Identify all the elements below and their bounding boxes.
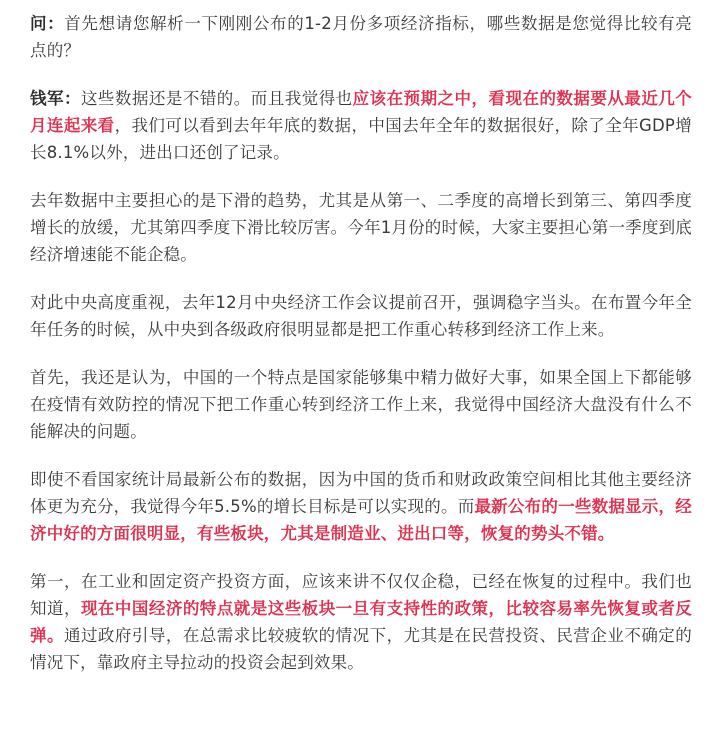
highlight-text: 应该在预期之中，看现在的数据要从最近几个月连起来看 (30, 89, 692, 135)
paragraph-text: 即使不看国家统计局最新公布的数据，因为中国的货币和财政政策空间相比其他主要经济体更为充分，我觉得今年5.5%的增长目标是可以实现的。而 (30, 470, 692, 516)
body-paragraph (30, 364, 692, 445)
paragraph-text: 通过政府引导，在总需求比较疲软的情况下，尤其是在民营投资、民营企业不确定的情况下，靠政府主导拉动的投资会起到效果。 (30, 626, 692, 672)
body-paragraph (30, 568, 692, 676)
answer-text-2: ，我们可以看到去年年底的数据，中国去年全年的数据很好，除了全年GDP增长8.1%以外，进出口还创了记录。 (30, 116, 692, 162)
speaker-label-answer: 钱军： (30, 89, 81, 108)
question-paragraph (30, 10, 692, 64)
paragraph-text: 去年数据中主要担心的是下滑的趋势，尤其是从第一、二季度的高增长到第三、第四季度增长的放缓，尤其第四季度下滑比较厉害。今年1月份的时候，大家主要担心第一季度到底经济增速能不能企稳。 (30, 191, 692, 264)
paragraph-text: 第一，在工业和固定资产投资方面，应该来讲不仅仅企稳，已经在恢复的过程中。我们也知道， (30, 572, 692, 618)
paragraph-text: 对此中央高度重视，去年12月中央经济工作会议提前召开，强调稳字当头。在布置今年全年任务的时候，从中央到各级政府很明显都是把工作重心转移到经济工作上来。 (30, 293, 692, 339)
answer-paragraph (30, 85, 692, 166)
paragraph-text: 首先，我还是认为，中国的一个特点是国家能够集中精力做好大事，如果全国上下都能够在疫情有效防控的情况下把工作重心转到经济工作上来，我觉得中国经济大盘没有什么不能解决的问题。 (30, 368, 692, 441)
body-paragraph (30, 466, 692, 547)
highlight-text: 现在中国经济的特点就是这些板块一旦有支持性的政策，比较容易率先恢复或者反弹。 (30, 599, 692, 645)
question-text: 首先想请您解析一下刚刚公布的1-2月份多项经济指标，哪些数据是您觉得比较有亮点的？ (30, 14, 692, 60)
speaker-label-question: 问： (30, 14, 65, 33)
highlight-text: 最新公布的一些数据显示，经济中好的方面很明显，有些板块，尤其是制造业、进出口等，恢复的势头不错。 (30, 497, 692, 543)
answer-text-1: 这些数据还是不错的。而且我觉得也 (80, 89, 353, 108)
body-paragraph (30, 187, 692, 268)
body-paragraph (30, 289, 692, 343)
